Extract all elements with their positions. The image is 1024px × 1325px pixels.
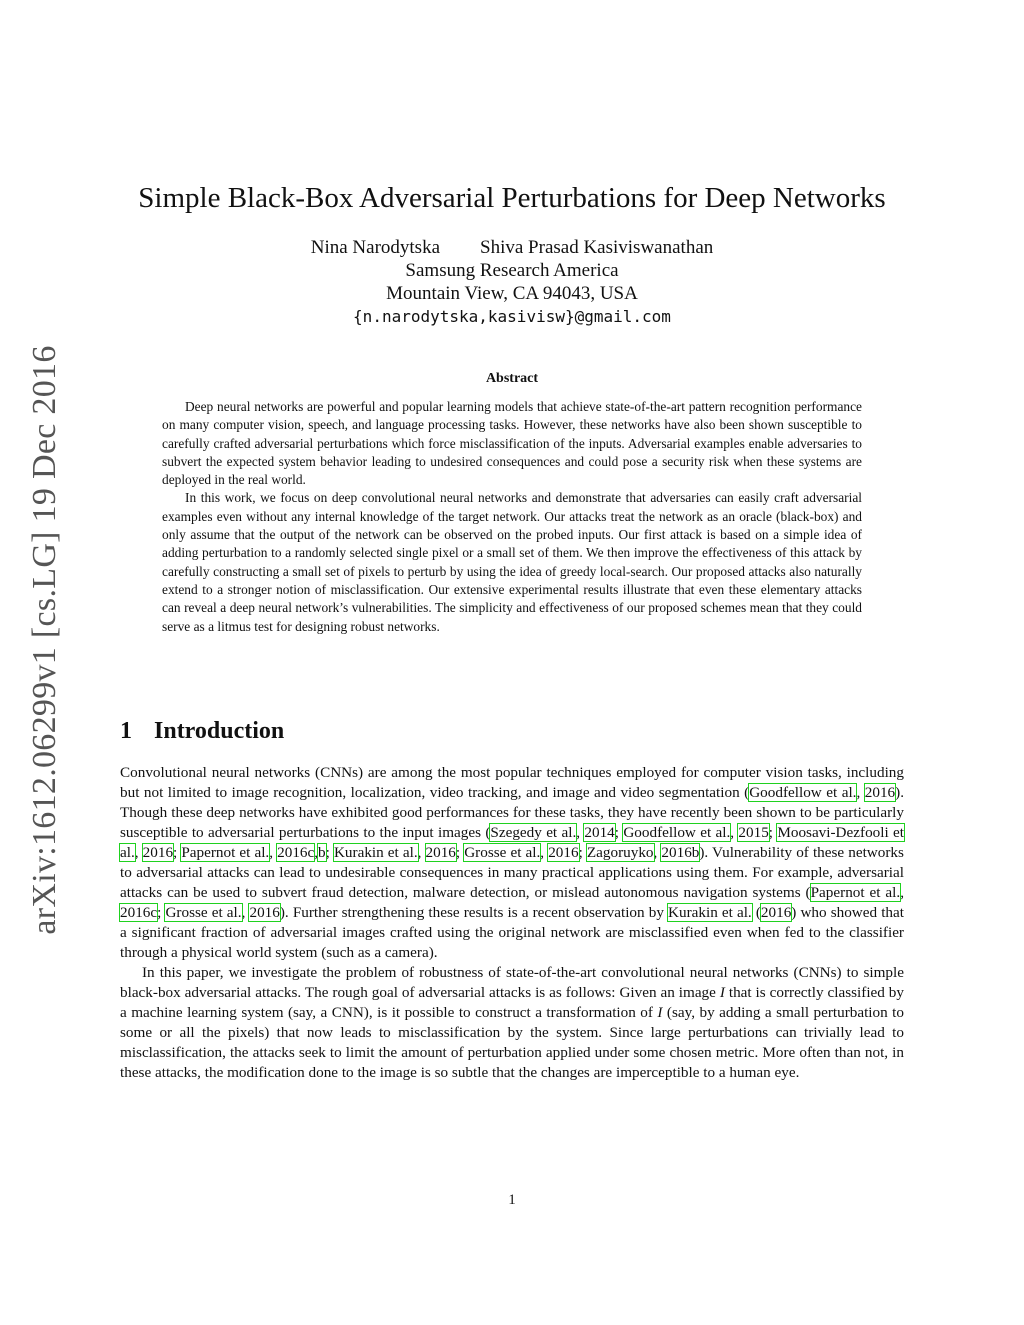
- citation-link[interactable]: Goodfellow et al.: [623, 824, 731, 841]
- section-number: 1: [120, 718, 132, 744]
- text-run: ;: [768, 824, 778, 841]
- text-run: ). Though these deep networks have exhibited good performances for these tasks, they have recently been shown to be particularly susceptible to adversarial perturbations to the input images (: [120, 784, 904, 841]
- citation-link[interactable]: 2016c: [277, 844, 315, 861]
- math-symbol: I: [657, 1004, 663, 1021]
- citation-link[interactable]: Grosse et al.: [464, 844, 541, 861]
- text-run: ,: [730, 824, 739, 841]
- text-run: ). Vulnerability of these networks to adversarial attacks can lead to undesirable consequences in many practical applications using them. For example, adversarial attacks can be used to subvert fraud detection, malware detection, or mislead autonomous navigation systems (: [120, 844, 904, 901]
- arxiv-identifier-text: arXiv:1612.06299v1 [cs.LG] 19 Dec 2016: [26, 345, 63, 935]
- citation-link[interactable]: Kurakin et al.: [668, 904, 752, 921]
- citation-link[interactable]: Moosavi-Dezfooli et al.: [120, 824, 904, 861]
- citation-link[interactable]: Papernot et al.: [810, 884, 901, 901]
- abstract-paragraph: In this work, we focus on deep convolutional neural networks and demonstrate that adversaries can easily craft adversarial examples even without any internal knowledge of the target network. Our attacks treat the network as an oracle (black-box) and only assume that the output of the network can be observed on the probed inputs. Our first attack is based on a simple idea of adding perturbation to a randomly selected single pixel or a small set of them. We then improve the effectiveness of this attack by carefully constructing a small set of pixels to perturb by using the idea of greedy local-search. Our proposed attacks also naturally extend to a stronger notion of misclassification. Our extensive experimental results illustrate that even these elementary attacks can reveal a deep neural network’s vulnerabilities. The simplicity and effectiveness of our proposed schemes mean that they could serve as a litmus test for designing robust networks.: [162, 490, 862, 634]
- citation-link[interactable]: b: [318, 844, 326, 861]
- text-run: ,: [241, 904, 250, 921]
- text-run: ,: [314, 844, 319, 861]
- text-run: ,: [576, 824, 585, 841]
- paper-title: Simple Black-Box Adversarial Perturbations for Deep Networks: [138, 182, 886, 214]
- author-name: Nina Narodytska: [310, 237, 441, 258]
- citation-link[interactable]: 2016: [425, 844, 456, 861]
- text-run: ;: [455, 844, 465, 861]
- text-run: ;: [578, 844, 587, 861]
- citation-link[interactable]: 2016: [760, 904, 792, 921]
- text-run: ;: [173, 844, 182, 861]
- citation-link[interactable]: 2014: [584, 824, 615, 841]
- abstract-body: [162, 398, 862, 636]
- citation-link[interactable]: 2016: [864, 784, 896, 801]
- text-run: ,: [653, 844, 662, 861]
- text-run: In this paper, we investigate the problem of robustness of state-of-the-art convolutional neural networks (CNNs) to simple black-box adversarial attacks. The rough goal of adversarial attacks is as follows: Given an image: [120, 964, 904, 1001]
- citation-link[interactable]: Goodfellow et al.: [749, 784, 857, 801]
- citation-link[interactable]: 2016b: [661, 844, 700, 861]
- citation-link[interactable]: 2016c: [120, 904, 158, 921]
- abstract-paragraph: Deep neural networks are powerful and popular learning models that achieve state-of-the-art pattern recognition performance on many computer vision, speech, and language processing tasks. However, these networks have also been shown susceptible to carefully crafted adversarial perturbations which force misclassification of the inputs. Adversarial examples enable adversaries to subvert the expected system behavior leading to undesired consequences and could pose a security risk when these systems are deployed in the real world.: [162, 399, 862, 488]
- text-run: ) who showed that a significant fraction of adversarial images crafted using the original network are misclassified even when fed to the classifier through a physical world system (such as a camera).: [120, 904, 904, 961]
- text-run: ,: [900, 884, 904, 901]
- text-run: ). Further strengthening these results is a recent observation by: [279, 904, 669, 921]
- section-title: Introduction: [154, 718, 285, 744]
- text-run: ,: [540, 844, 549, 861]
- text-run: Convolutional neural networks (CNNs) are among the most popular techniques employed for computer vision tasks, including but not limited to image recognition, localization, video tracking, and image and video segmentation (: [120, 764, 904, 801]
- citation-link[interactable]: 2016: [249, 904, 280, 921]
- math-symbol: I: [719, 984, 725, 1001]
- text-run: ,: [417, 844, 426, 861]
- citation-link[interactable]: 2016: [548, 844, 579, 861]
- citation-link[interactable]: Szegedy et al.: [490, 824, 577, 841]
- text-run: ;: [614, 824, 624, 841]
- text-run: ;: [157, 904, 166, 921]
- text-run: (: [751, 904, 761, 921]
- author-affiliation: Samsung Research America: [405, 260, 619, 281]
- intro-paragraph: [120, 963, 904, 1083]
- text-run: ,: [134, 844, 143, 861]
- author-name: Shiva Prasad Kasiviswanathan: [480, 237, 714, 258]
- introduction-body: [120, 763, 904, 1083]
- citation-link[interactable]: 2015: [738, 824, 769, 841]
- author-email: {n.narodytska,kasivisw}@gmail.com: [353, 307, 671, 326]
- intro-paragraph: [120, 763, 904, 963]
- text-run: that is correctly classified by a machine learning system (say, a CNN), is it possible to construct a transformation of: [120, 984, 904, 1021]
- abstract-heading: Abstract: [485, 371, 539, 386]
- citation-link[interactable]: Zagoruyko: [586, 844, 654, 861]
- citation-link[interactable]: Kurakin et al.: [333, 844, 418, 861]
- citation-link[interactable]: 2016: [142, 844, 174, 861]
- author-location: Mountain View, CA 94043, USA: [386, 283, 638, 304]
- text-run: ,: [269, 844, 278, 861]
- section-heading-introduction: [120, 718, 284, 745]
- author-block: [120, 236, 904, 328]
- author-names: [120, 236, 904, 259]
- citation-link[interactable]: Grosse et al.: [165, 904, 242, 921]
- text-run: (say, by adding a small perturbation to some or all the pixels) that now leads to misclassification by the system. Since large perturbations can trivially lead to misclassification, the attacks seek to limit the amount of perturbation applied under some chosen metric. More often than not, in these attacks, the modification done to the image is so subtle that the changes are imperceptible to a human eye.: [120, 1004, 904, 1081]
- citation-link[interactable]: Papernot et al.: [181, 844, 270, 861]
- text-run: ,: [856, 784, 865, 801]
- text-run: ;: [325, 844, 334, 861]
- page-number: 1: [508, 1192, 516, 1208]
